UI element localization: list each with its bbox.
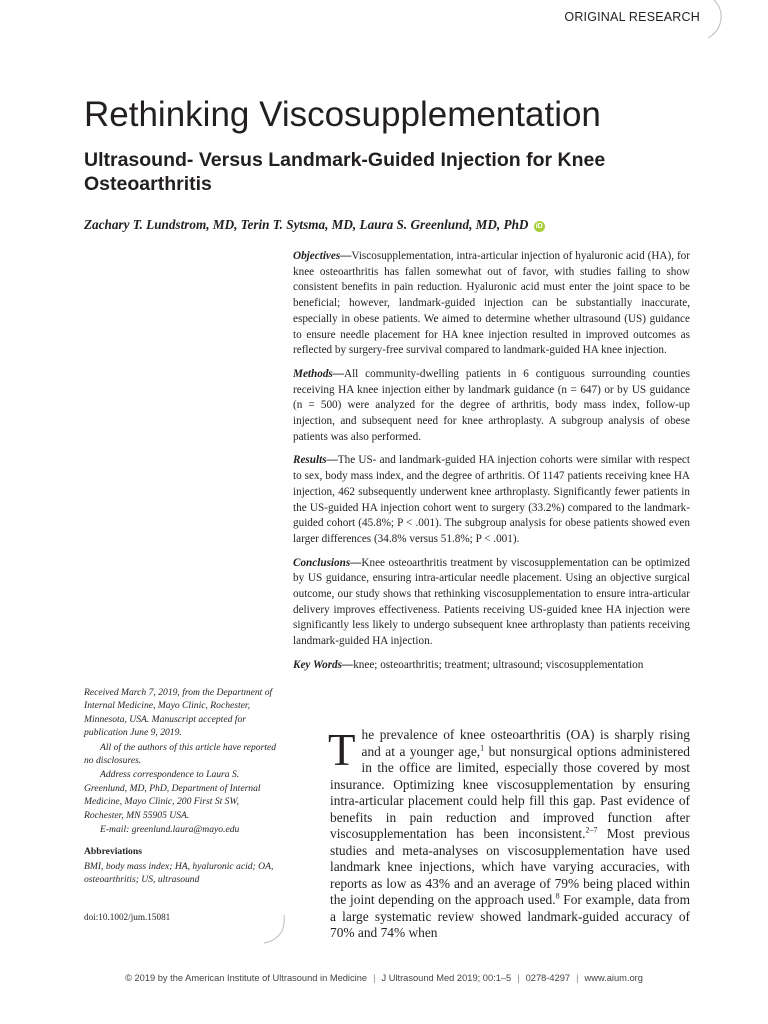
- corner-curve-decoration: [688, 0, 728, 40]
- email-note[interactable]: E-mail: greenlund.laura@mayo.edu: [100, 824, 240, 836]
- article-title: Rethinking Viscosupplementation: [84, 95, 601, 134]
- orcid-icon[interactable]: iD: [535, 223, 543, 230]
- author-names: Zachary T. Lundstrom, MD, Terin T. Sytsma, MD, Laura S. Greenlund, MD, PhD: [84, 217, 529, 232]
- citation-1[interactable]: 1: [480, 743, 485, 753]
- doi-link[interactable]: doi:10.1002/jum.15081: [84, 912, 171, 922]
- abstract-results: [293, 453, 690, 547]
- author-list: [84, 216, 724, 234]
- footer-separator: |: [373, 973, 376, 983]
- drop-cap: T: [328, 725, 356, 775]
- disclosure-note: All of the authors of this article have reported no disclosures.: [84, 741, 277, 767]
- citation-2-7[interactable]: 2–7: [585, 825, 598, 835]
- section-tag: ORIGINAL RESEARCH: [564, 10, 700, 24]
- objectives-text: Viscosupplementation, intra-articular injection of hyaluronic acid (HA), for knee osteoarthritis has fallen somewhat out of favor, with studies failing to show consistent benefits in pain reduction. Hyaluronic acid must enter the joint space to be beneficial; however, landmark-guided injection can be substantially inaccurate, especially in obese patients. We aimed to determine whether ultrasound (US) guidance to ensure needle placement for HA knee injection resulted in improved outcomes as reflected by surgery-free survival compared to landmark-guided HA knee injection.: [293, 250, 690, 357]
- citation-8[interactable]: 8: [555, 891, 560, 901]
- conclusions-text: Knee osteoarthritis treatment by viscosupplementation can be optimized by US guidance, ensuring intra-articular needle placement. Using an objective surgical outcome, our study shows that rethinking viscosupplementation to ensure intra-articular delivery improves effectiveness. Patients receiving US-guided knee HA injection were significantly less likely to undergo subsequent knee arthroplasty than patients receiving landmark-guided HA injection.: [293, 556, 690, 648]
- abstract-conclusions: [293, 556, 690, 650]
- received-note: Received March 7, 2019, from the Department of Internal Medicine, Mayo Clinic, Rochester, Minnesota, USA. Manuscript accepted for publication June 9, 2019.: [84, 687, 273, 739]
- body-text-2: but nonsurgical options administered in the office are limited, especially those covered by most insurance. Optimizing knee viscosupplementation by ensuring intra-articular placement could help fill this gap. Past evidence of benefits in pain reduction and improved function after viscosupplementation has been inconsistent.: [330, 743, 690, 841]
- footer-separator: |: [517, 973, 520, 983]
- abbreviations-heading: Abbreviations: [84, 846, 142, 858]
- keywords-text: knee; osteoarthritis; treatment; ultrasound; viscosupplementation: [353, 658, 644, 671]
- objectives-label: Objectives—: [293, 250, 352, 262]
- correspondence-note: Address correspondence to Laura S. Greenlund, MD, PhD, Department of Internal Medicine, Mayo Clinic, 200 First St SW, Rochester, MN 55905 USA.: [84, 769, 261, 821]
- results-label: Results—: [293, 454, 338, 467]
- methods-label: Methods—: [293, 367, 344, 380]
- article-notes: [84, 686, 279, 888]
- footer-journal: J Ultrasound Med 2019; 00:1–5: [381, 973, 512, 983]
- body-text: [330, 727, 690, 942]
- body-text-3: Most previous studies and meta-analyses on viscosupplementation have used landmark knee injections, which have varying accuracies, with reports as low as 43% and an average of 79% being placed within the joint depending on the approach used.: [330, 826, 690, 907]
- conclusions-label: Conclusions—: [293, 556, 362, 569]
- footer-website[interactable]: www.aium.org: [584, 973, 643, 983]
- body-text-1: he prevalence of knee osteoarthritis (OA) is sharply rising and at a younger age,: [361, 727, 690, 759]
- bracket-curve-decoration: [262, 915, 286, 945]
- abstract-methods: [293, 367, 690, 446]
- results-text: The US- and landmark-guided HA injection cohorts were similar with respect to sex, body mass index, and the degree of arthritis. Of 1147 patients receiving knee HA injection, 462 subsequently underwent knee arthroplasty. Significantly fewer patients in the US-guided HA injection cohort went to surgery (33.2%) compared to the landmark-guided cohort (45.8%; P < .001). The subgroup analysis for obese patients showed even larger differences (34.8% versus 51.8%; P < .001).: [293, 454, 690, 545]
- abstract-keywords: [293, 658, 690, 674]
- footer-issn: 0278-4297: [525, 973, 571, 983]
- article-subtitle: Ultrasound- Versus Landmark-Guided Injection for Knee Osteoarthritis: [84, 149, 606, 195]
- abstract: [293, 249, 690, 682]
- abstract-objectives: [293, 249, 690, 359]
- body-text-4: For example, data from a large systematic review showed landmark-guided accuracy of 70% and 74% when: [330, 892, 690, 940]
- page-footer: [0, 973, 768, 983]
- abbreviations-list: BMI, body mass index; HA, hyaluronic acid; OA, osteoarthritis; US, ultrasound: [84, 860, 274, 886]
- footer-separator: |: [576, 973, 579, 983]
- footer-copyright: © 2019 by the American Institute of Ultrasound in Medicine: [125, 973, 368, 983]
- keywords-label: Key Words—: [293, 658, 354, 671]
- methods-text: All community-dwelling patients in 6 contiguous surrounding counties receiving HA knee injection either by landmark guidance (n = 647) or by US guidance (n = 500) were analyzed for the degree of arthritis, body mass index, follow-up injection, and subsequent need for knee arthroplasty. A subgroup analysis of obese patients was also performed.: [293, 367, 690, 443]
